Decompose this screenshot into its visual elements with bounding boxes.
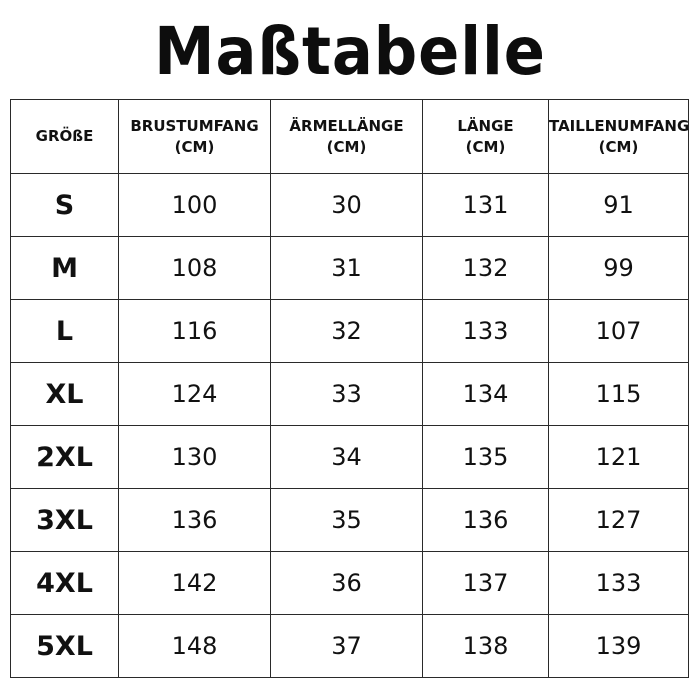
sleeve-cell: 35 xyxy=(271,489,423,552)
size-cell: L xyxy=(11,300,119,363)
waist-cell: 91 xyxy=(549,174,689,237)
waist-cell: 139 xyxy=(549,615,689,678)
header-size xyxy=(11,100,119,174)
length-cell: 138 xyxy=(423,615,549,678)
header-sleeve xyxy=(271,100,423,174)
sleeve-cell: 34 xyxy=(271,426,423,489)
size-cell: XL xyxy=(11,363,119,426)
chest-cell: 108 xyxy=(119,237,271,300)
header-waist-label: TAILLENUMFANG xyxy=(549,116,690,135)
header-waist xyxy=(549,100,689,174)
waist-cell: 121 xyxy=(549,426,689,489)
chest-cell: 148 xyxy=(119,615,271,678)
header-length-unit: (CM) xyxy=(465,137,506,156)
header-length xyxy=(423,100,549,174)
sleeve-cell: 36 xyxy=(271,552,423,615)
header-waist-unit: (CM) xyxy=(598,137,639,156)
size-cell: M xyxy=(11,237,119,300)
waist-cell: 107 xyxy=(549,300,689,363)
header-sleeve-label: ÄRMELLÄNGE xyxy=(289,116,404,135)
length-cell: 137 xyxy=(423,552,549,615)
chest-cell: 142 xyxy=(119,552,271,615)
header-length-label: LÄNGE xyxy=(457,116,514,135)
size-cell: 4XL xyxy=(11,552,119,615)
waist-cell: 133 xyxy=(549,552,689,615)
size-cell: 5XL xyxy=(11,615,119,678)
size-chart-table xyxy=(10,99,689,678)
header-sleeve-unit: (CM) xyxy=(326,137,367,156)
chest-cell: 136 xyxy=(119,489,271,552)
chest-cell: 124 xyxy=(119,363,271,426)
length-cell: 135 xyxy=(423,426,549,489)
sleeve-cell: 30 xyxy=(271,174,423,237)
length-cell: 134 xyxy=(423,363,549,426)
table-row xyxy=(11,237,689,300)
chest-cell: 100 xyxy=(119,174,271,237)
chest-cell: 116 xyxy=(119,300,271,363)
table-row xyxy=(11,363,689,426)
sleeve-cell: 32 xyxy=(271,300,423,363)
header-size-label: GRÖßE xyxy=(35,127,94,145)
table-row xyxy=(11,426,689,489)
chest-cell: 130 xyxy=(119,426,271,489)
waist-cell: 99 xyxy=(549,237,689,300)
length-cell: 132 xyxy=(423,237,549,300)
page-title: Maßtabelle xyxy=(154,13,546,90)
length-cell: 133 xyxy=(423,300,549,363)
table-row xyxy=(11,300,689,363)
sleeve-cell: 33 xyxy=(271,363,423,426)
waist-cell: 127 xyxy=(549,489,689,552)
table-row xyxy=(11,615,689,678)
size-cell: S xyxy=(11,174,119,237)
length-cell: 136 xyxy=(423,489,549,552)
sleeve-cell: 37 xyxy=(271,615,423,678)
sleeve-cell: 31 xyxy=(271,237,423,300)
header-chest xyxy=(119,100,271,174)
waist-cell: 115 xyxy=(549,363,689,426)
size-cell: 3XL xyxy=(11,489,119,552)
table-row xyxy=(11,552,689,615)
header-chest-label: BRUSTUMFANG xyxy=(130,116,259,135)
table-row xyxy=(11,489,689,552)
table-header-row xyxy=(11,100,689,174)
table-row xyxy=(11,174,689,237)
length-cell: 131 xyxy=(423,174,549,237)
size-cell: 2XL xyxy=(11,426,119,489)
header-chest-unit: (CM) xyxy=(174,137,215,156)
